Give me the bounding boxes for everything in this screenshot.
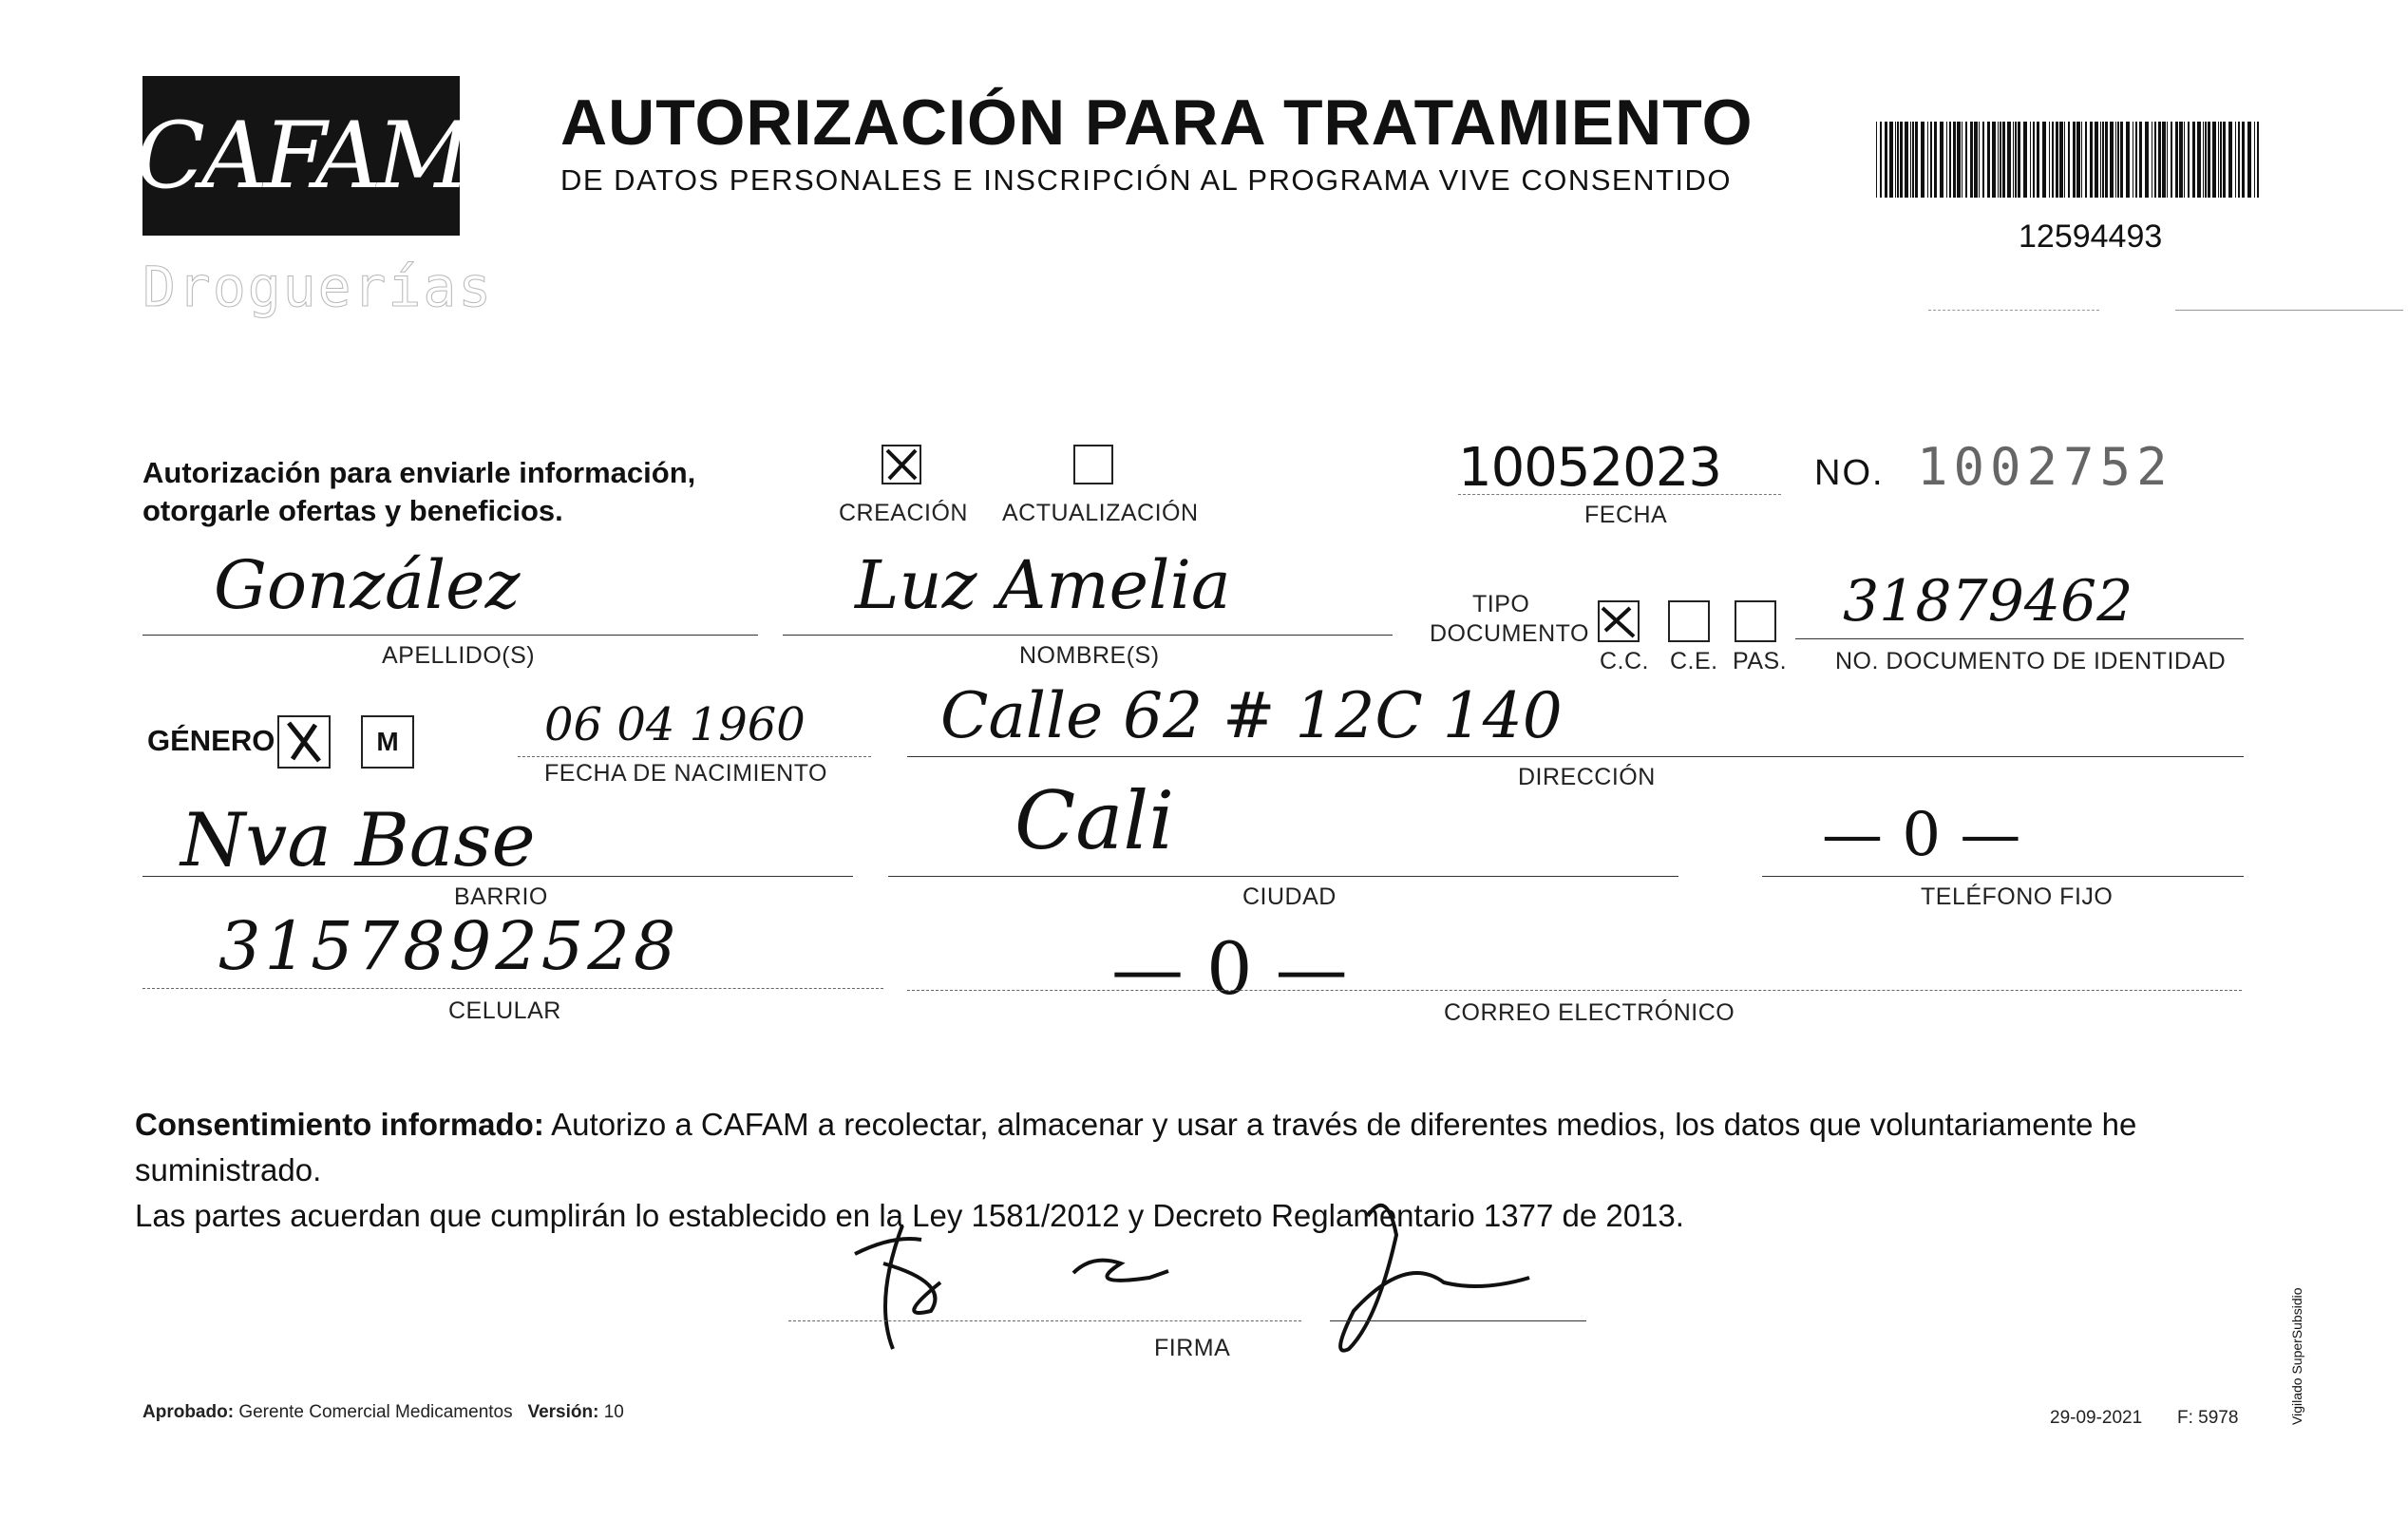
fecha-value: 10052023 xyxy=(1458,437,1722,499)
barcode-bar xyxy=(2145,122,2149,198)
nombres-line xyxy=(783,635,1393,636)
barcode-bar xyxy=(2208,122,2210,198)
barcode-number: 12594493 xyxy=(2019,218,2163,255)
barcode-bar xyxy=(1897,122,1899,198)
barcode-bar xyxy=(2175,122,2178,198)
barcode-bar xyxy=(1957,122,1961,198)
barcode-bar xyxy=(1934,122,1937,198)
barcode-bar xyxy=(2059,122,2063,198)
barcode-bar xyxy=(2002,122,2005,198)
barcode-bar xyxy=(1974,122,1978,198)
barcode-bar xyxy=(2203,122,2204,198)
barcode-bar xyxy=(2139,122,2142,198)
ce-label: C.E. xyxy=(1670,648,1718,674)
barcode-bar xyxy=(2238,122,2240,198)
barcode-bar xyxy=(2056,122,2058,198)
barcode-bar xyxy=(2167,122,2168,198)
genero-f-checkbox[interactable] xyxy=(277,715,331,769)
barcode-bar xyxy=(2126,122,2130,198)
telefono-fijo-line xyxy=(1762,876,2244,877)
apellidos-label: APELLIDO(S) xyxy=(382,642,536,669)
footer-date: 29-09-2021 xyxy=(2050,1408,2143,1428)
barcode-bar xyxy=(2073,122,2076,198)
divider xyxy=(2175,310,2403,311)
barcode-bar xyxy=(2220,122,2222,198)
ciudad-line xyxy=(888,876,1678,877)
divider xyxy=(1928,310,2099,311)
cafam-logo xyxy=(135,76,467,236)
telefono-fijo-value[interactable]: — 0 — xyxy=(1822,800,2021,870)
logo-subtext: Droguerías xyxy=(142,255,494,319)
barrio-label: BARRIO xyxy=(454,883,548,910)
form-title: AUTORIZACIÓN PARA TRATAMIENTO xyxy=(560,86,1754,159)
telefono-fijo-label: TELÉFONO FIJO xyxy=(1921,883,2114,910)
barcode-bar xyxy=(1949,122,1951,198)
barcode-bar xyxy=(1979,122,1980,198)
barcode-bar xyxy=(1987,122,1990,198)
barcode-bar xyxy=(2095,122,2098,198)
barcode-bar xyxy=(1910,122,1911,198)
consent-line2: Las partes acuerdan que cumplirán lo establecido en la Ley 1581/2012 y Decreto Reglamentario 1377 de 2013. xyxy=(135,1198,1684,1233)
barcode-bar xyxy=(2179,122,2183,198)
barcode-bar xyxy=(1927,122,1928,198)
ciudad-value[interactable]: Cali xyxy=(1014,774,1175,867)
consent-lead: Consentimiento informado: xyxy=(135,1107,544,1142)
actualizacion-label: ACTUALIZACIÓN xyxy=(1002,500,1199,526)
barcode-bar xyxy=(2257,122,2259,198)
firma-line xyxy=(788,1320,1301,1321)
creacion-label: CREACIÓN xyxy=(839,500,968,526)
barcode-bar xyxy=(2085,122,2087,198)
pas-checkbox[interactable] xyxy=(1735,600,1776,642)
firma-label: FIRMA xyxy=(1154,1335,1231,1361)
ciudad-label: CIUDAD xyxy=(1242,883,1337,910)
barcode-bar xyxy=(2188,122,2190,198)
fecha-nacimiento-line xyxy=(518,756,871,757)
footer-form-code: F: 5978 xyxy=(2177,1408,2239,1428)
barcode-bar xyxy=(2068,122,2070,198)
celular-label: CELULAR xyxy=(448,997,561,1024)
barcode-bar xyxy=(1885,122,1887,198)
check-mark-icon xyxy=(279,717,329,767)
barcode-bar xyxy=(2192,122,2195,198)
direccion-label: DIRECCIÓN xyxy=(1518,764,1656,790)
barcode-bar xyxy=(1940,122,1943,198)
barcode-bar xyxy=(1970,122,1973,198)
barcode-bar xyxy=(2223,122,2226,198)
apellidos-line xyxy=(142,635,758,636)
barcode-bar xyxy=(2197,122,2201,198)
barcode-bar xyxy=(2154,122,2156,198)
barcode-bar xyxy=(2105,122,2108,198)
documento-line xyxy=(1795,638,2244,639)
correo-line xyxy=(907,990,2242,991)
barcode-bar xyxy=(2030,122,2031,198)
tipo-documento-label2: DOCUMENTO xyxy=(1430,620,1589,647)
barcode-bar xyxy=(2110,122,2114,198)
authorization-text: Autorización para enviarle información, otorgarle ofertas y beneficios. xyxy=(142,456,696,527)
barcode-bar xyxy=(2018,122,2020,198)
barcode-bar xyxy=(2212,122,2216,198)
nombres-label: NOMBRE(S) xyxy=(1019,642,1160,669)
barcode-bar xyxy=(2171,122,2172,198)
barcode xyxy=(1876,122,2261,198)
barcode-bar xyxy=(2007,122,2011,198)
correo-value[interactable]: — 0 — xyxy=(1111,926,1348,1011)
fecha-nacimiento-label: FECHA DE NACIMIENTO xyxy=(544,760,827,787)
celular-value[interactable]: 3157892528 xyxy=(218,907,680,985)
barcode-bar xyxy=(1965,122,1967,198)
fecha-nacimiento-value[interactable]: 06 04 1960 xyxy=(544,698,806,751)
cc-label: C.C. xyxy=(1600,648,1649,674)
barcode-bar xyxy=(2049,122,2050,198)
barcode-bar xyxy=(1895,122,1896,198)
barcode-bar xyxy=(1953,122,1956,198)
barcode-bar xyxy=(2117,122,2119,198)
barcode-bar xyxy=(1930,122,1932,198)
pas-label: PAS. xyxy=(1733,648,1788,674)
barcode-bar xyxy=(2033,122,2035,198)
fecha-line xyxy=(1458,494,1781,495)
celular-line xyxy=(142,988,883,989)
barcode-bar xyxy=(1876,122,1877,198)
barcode-bar xyxy=(2228,122,2232,198)
barcode-bar xyxy=(2120,122,2123,198)
barcode-bar xyxy=(2076,122,2080,198)
barrio-line xyxy=(142,876,853,877)
fecha-label: FECHA xyxy=(1584,502,1668,528)
barcode-bar xyxy=(1905,122,1908,198)
direccion-line xyxy=(907,756,2033,757)
check-mark-icon xyxy=(883,446,920,483)
barcode-bar xyxy=(2184,122,2185,198)
barcode-bar xyxy=(2013,122,2014,198)
barcode-bar xyxy=(1912,122,1914,198)
barcode-bar xyxy=(2100,122,2101,198)
actualizacion-checkbox[interactable] xyxy=(1073,445,1113,484)
tipo-documento-label1: TIPO xyxy=(1472,591,1530,617)
barcode-bar xyxy=(2242,122,2245,198)
barcode-bar xyxy=(1880,122,1882,198)
form-subtitle: DE DATOS PERSONALES E INSCRIPCIÓN AL PROGRAMA VIVE CONSENTIDO xyxy=(560,163,1733,197)
barcode-bar xyxy=(2254,122,2255,198)
form-number: 1002752 xyxy=(1917,437,2173,497)
footer-aprobado: Aprobado: Gerente Comercial Medicamentos Versión: 10 xyxy=(142,1402,624,1422)
barcode-bar xyxy=(2205,122,2207,198)
barcode-bar xyxy=(1998,122,1999,198)
nombres-value[interactable]: Luz Amelia xyxy=(855,546,1231,624)
barcode-bar xyxy=(2015,122,2017,198)
documento-label: NO. DOCUMENTO DE IDENTIDAD xyxy=(1835,648,2227,674)
consent-line1: Autorizo a CAFAM a recolectar, almacenar y usar a través de diferentes medios, los datos que voluntariamente he suministrado. xyxy=(135,1107,2137,1187)
genero-m-label: M xyxy=(376,727,399,756)
barcode-bar xyxy=(1889,122,1893,198)
barcode-bar xyxy=(2162,122,2166,198)
barcode-bar xyxy=(2247,122,2251,198)
barcode-bar xyxy=(2090,122,2093,198)
firma-line-end xyxy=(1330,1320,1586,1321)
creacion-checkbox[interactable] xyxy=(882,445,921,484)
direccion-value[interactable]: Calle 62 # 12C 140 xyxy=(940,679,1563,752)
check-mark-icon xyxy=(1600,602,1638,640)
barrio-value[interactable]: Nva Base xyxy=(180,798,536,883)
barcode-bar xyxy=(2218,122,2219,198)
barcode-bar xyxy=(1992,122,1996,198)
barcode-bar xyxy=(2064,122,2065,198)
barcode-bar xyxy=(1982,122,1984,198)
barcode-bar xyxy=(2037,122,2039,198)
logo-text: CAFAM xyxy=(135,103,467,209)
barcode-bar xyxy=(1946,122,1947,198)
barcode-bar xyxy=(2023,122,2027,198)
cc-checkbox[interactable] xyxy=(1598,600,1640,642)
barcode-bar xyxy=(2115,122,2116,198)
barcode-bar xyxy=(2052,122,2054,198)
ce-checkbox[interactable] xyxy=(1668,600,1710,642)
documento-value[interactable]: 31879462 xyxy=(1843,568,2133,635)
genero-label: GÉNERO xyxy=(147,724,275,757)
barcode-bar xyxy=(2042,122,2046,198)
barcode-bar xyxy=(2158,122,2161,198)
no-label: NO. xyxy=(1814,453,1885,493)
apellidos-value[interactable]: González xyxy=(214,546,521,624)
barcode-bar xyxy=(1915,122,1918,198)
correo-label: CORREO ELECTRÓNICO xyxy=(1444,999,1735,1026)
barcode-bar xyxy=(2135,122,2137,198)
barcode-bar xyxy=(1900,122,1903,198)
direccion-line-end xyxy=(2006,756,2244,757)
barcode-bar xyxy=(2235,122,2236,198)
genero-m-checkbox[interactable] xyxy=(361,715,414,769)
barcode-bar xyxy=(2000,122,2001,198)
barcode-bar xyxy=(1921,122,1925,198)
barcode-bar xyxy=(2081,122,2082,198)
supersubsidio-mark: Vigilado SuperSubsidio xyxy=(2289,1287,2304,1425)
barcode-bar xyxy=(2102,122,2104,198)
